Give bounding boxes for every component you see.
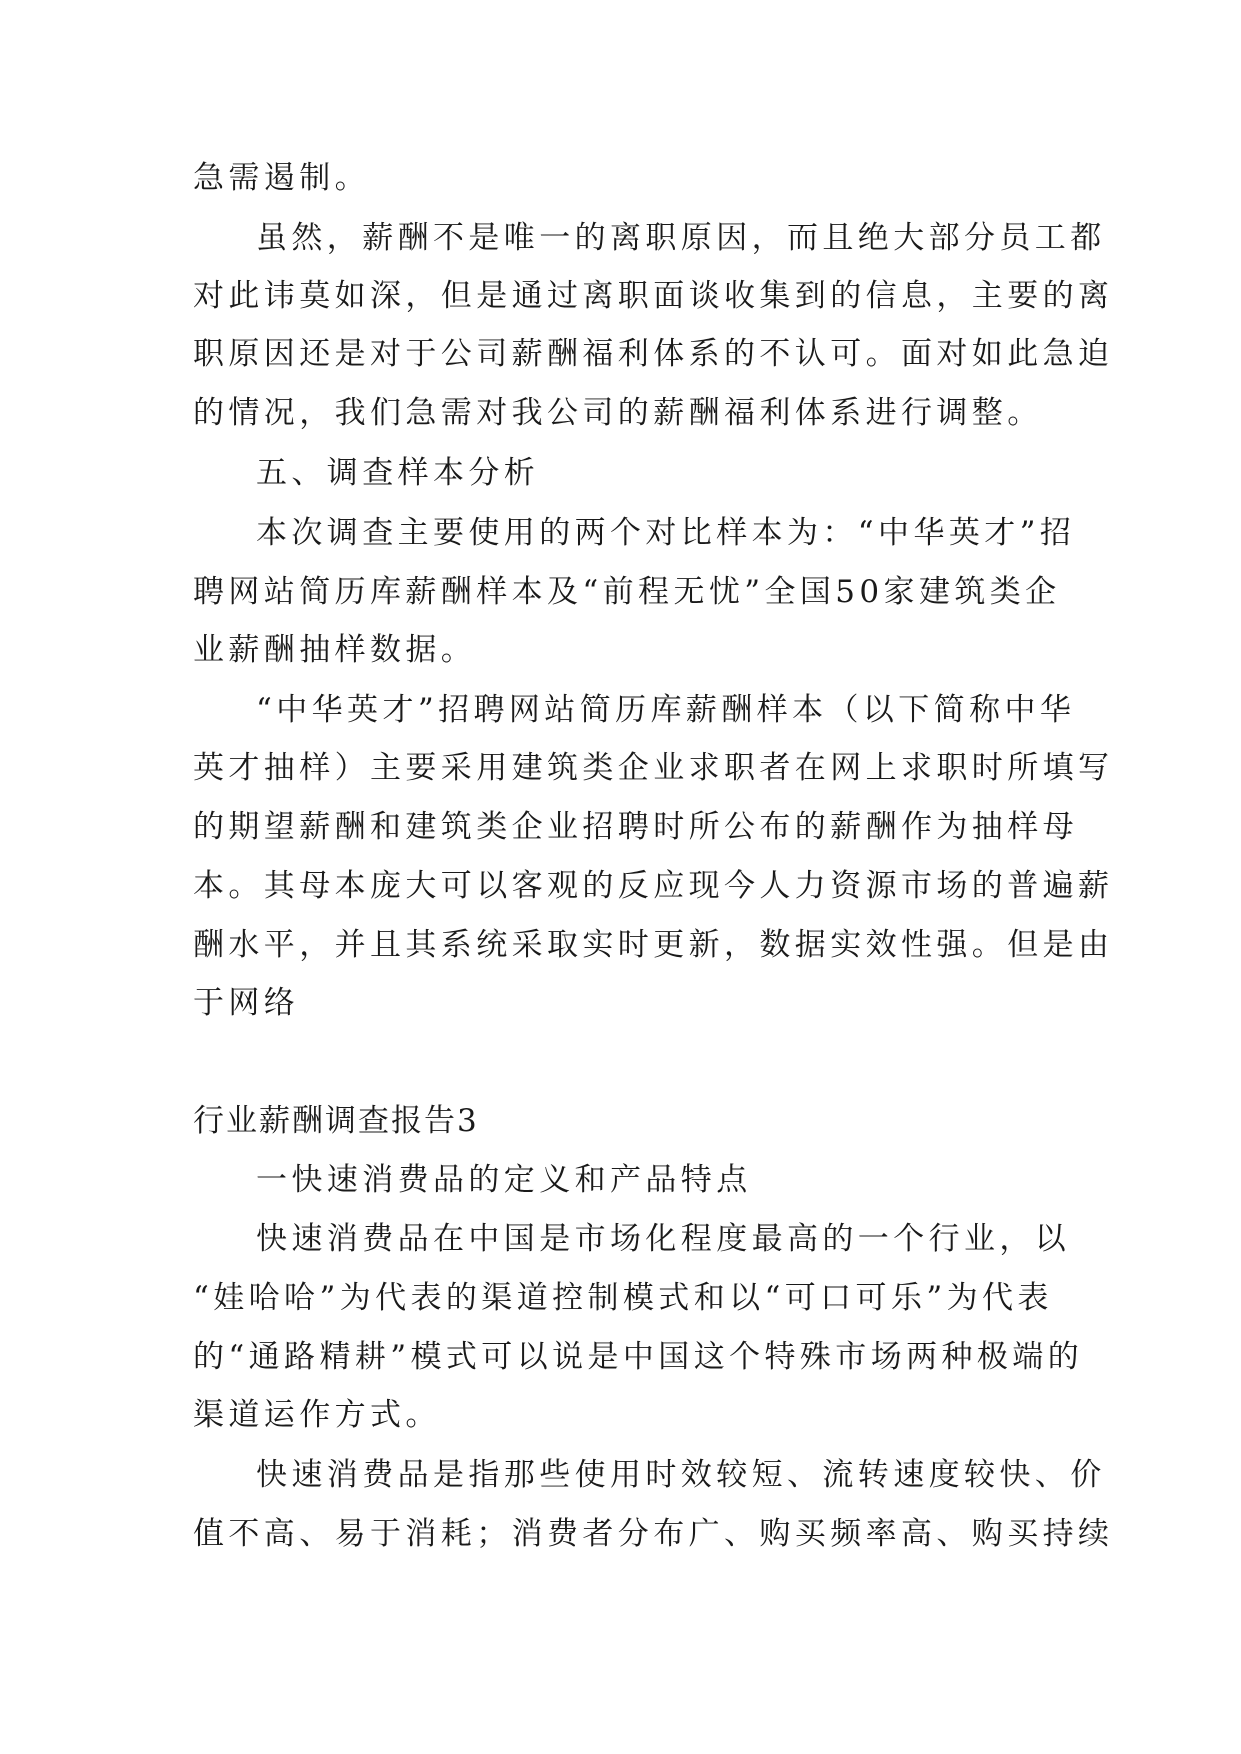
paragraph-line: 虽然，薪酬不是唯一的离职原因，而且绝大部分员工都 [256, 220, 1106, 256]
paragraph-line: 业薪酬抽样数据。 [193, 632, 477, 668]
section-heading: 五、调查样本分析 [256, 455, 540, 491]
paragraph-line: 渠道运作方式。 [193, 1397, 441, 1433]
paragraph-line: “娃哈哈”为代表的渠道控制模式和以“可口可乐”为代表 [193, 1280, 1053, 1316]
paragraph-line: 对此讳莫如深，但是通过离职面谈收集到的信息，主要的离 [193, 278, 1114, 314]
paragraph-line: “中华英才”招聘网站简历库薪酬样本（以下简称中华 [256, 692, 1076, 728]
paragraph-line: 快速消费品在中国是市场化程度最高的一个行业，以 [256, 1221, 1071, 1257]
paragraph-line: 职原因还是对于公司薪酬福利体系的不认可。面对如此急迫 [193, 336, 1114, 372]
paragraph-line: 本次调查主要使用的两个对比样本为：“中华英才”招 [256, 515, 1076, 551]
paragraph-line: 聘网站简历库薪酬样本及“前程无忧”全国50家建筑类企 [193, 574, 1061, 610]
section-heading: 一快速消费品的定义和产品特点 [256, 1162, 752, 1198]
paragraph-line: 快速消费品是指那些使用时效较短、流转速度较快、价 [256, 1457, 1106, 1493]
paragraph-line: 的情况，我们急需对我公司的薪酬福利体系进行调整。 [193, 395, 1043, 431]
paragraph-line: 急需遏制。 [193, 160, 370, 196]
paragraph-line: 的期望薪酬和建筑类企业招聘时所公布的薪酬作为抽样母 [193, 809, 1078, 845]
report-title: 行业薪酬调查报告3 [193, 1103, 479, 1139]
paragraph-line: 本。其母本庞大可以客观的反应现今人力资源市场的普遍薪 [193, 868, 1114, 904]
paragraph-line: 酬水平，并且其系统采取实时更新，数据实效性强。但是由 [193, 927, 1114, 963]
paragraph-line: 英才抽样）主要采用建筑类企业求职者在网上求职时所填写 [193, 750, 1114, 786]
paragraph-line: 于网络 [193, 985, 300, 1021]
paragraph-line: 的“通路精耕”模式可以说是中国这个特殊市场两种极端的 [193, 1339, 1084, 1375]
paragraph-line: 值不高、易于消耗；消费者分布广、购买频率高、购买持续 [193, 1516, 1114, 1552]
